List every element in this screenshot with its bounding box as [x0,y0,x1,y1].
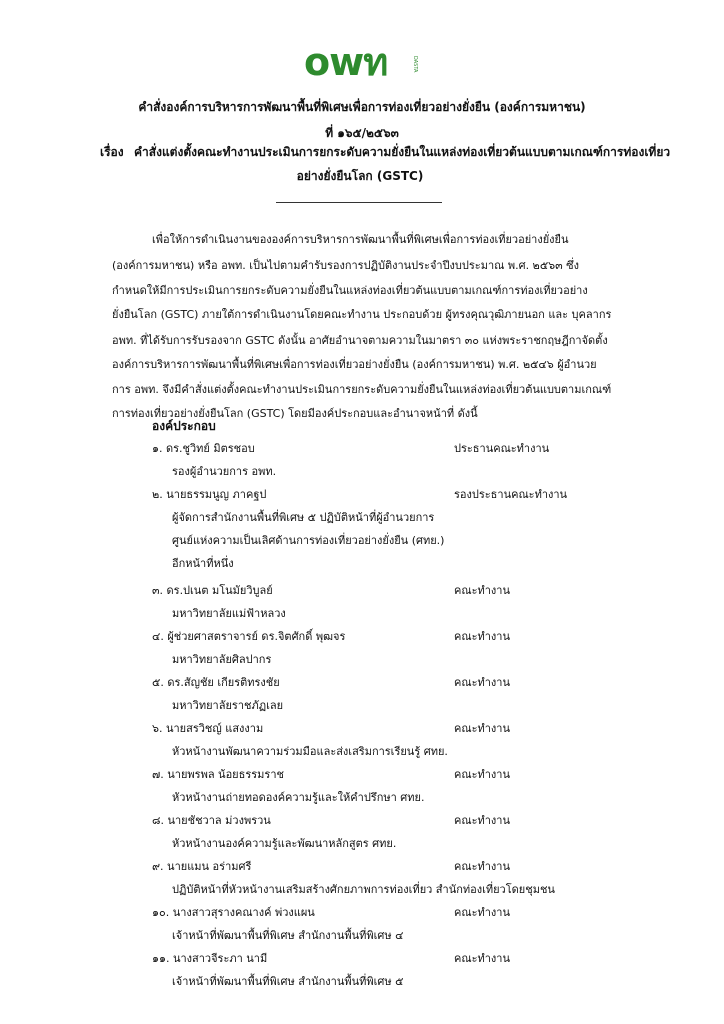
order-number: ที่ ๑๖๕/๒๕๖๓ [325,126,399,140]
section-heading: องค์ประกอบ [152,419,216,433]
member-item [152,579,672,625]
member-description: มหาวิทยาลัยศิลปากร [172,653,272,666]
member-description: ศูนย์แห่งความเป็นเลิศด้านการท่องเที่ยวอย่างยั่งยืน (ศทย.) [172,534,445,547]
member-description: มหาวิทยาลัยราชภัฏเลย [172,699,284,712]
member-name: ๙. นายแมน อร่ามศรี [152,860,252,873]
paragraph-line: การ อพท. จึงมีคำสั่งแต่งตั้งคณะทำงานประเมินการยกระดับความยั่งยืนในแหล่งท่องเที่ยวต้นแบบตามเกณฑ์ [112,383,612,396]
member-description: รองผู้อำนวยการ อพท. [172,465,277,478]
logo-small-text: DASTA [412,56,418,73]
paragraph-line: เพื่อให้การดำเนินงานขององค์การบริหารการพัฒนาพื้นที่พิเศษเพื่อการท่องเที่ยวอย่างยั่งยืน [152,233,569,246]
member-role: คณะทำงาน [454,814,510,827]
member-description: หัวหน้างานพัฒนาความร่วมมือและส่งเสริมการเรียนรู้ ศทย. [172,745,448,758]
member-item [152,809,672,855]
paragraph-line: กำหนดให้มีการประเมินการยกระดับความยั่งยืนในแหล่งท่องเที่ยวต้นแบบตามเกณฑ์การท่องเที่ยวอย่าง [112,284,588,297]
paragraph-line: ยั่งยืนโลก (GSTC) ภายใต้การดำเนินงานโดยคณะทำงาน ประกอบด้วย ผู้ทรงคุณวุฒิภายนอก และ บุคลากร [112,308,612,321]
org-title: คำสั่งองค์การบริหารการพัฒนาพื้นที่พิเศษเพื่อการท่องเที่ยวอย่างยั่งยืน (องค์การมหาชน) [138,100,586,114]
member-description: ปฏิบัติหน้าที่หัวหน้างานเสริมสร้างศักยภาพการท่องเที่ยว สำนักท่องเที่ยวโดยชุมชน [172,883,555,896]
member-item [152,717,672,763]
member-role: คณะทำงาน [454,630,510,643]
member-description: เจ้าหน้าที่พัฒนาพื้นที่พิเศษ สำนักงานพื้นที่พิเศษ ๕ [172,975,404,988]
member-name: ๓. ดร.ปเนต มโนมัยวิบูลย์ [152,584,273,597]
member-name: ๔. ผู้ช่วยศาสตราจารย์ ดร.จิตศักดิ์ พุฒจร [152,630,346,643]
logo-wordmark: owท [304,40,388,84]
member-item [152,625,672,671]
member-role: คณะทำงาน [454,676,510,689]
member-role: คณะทำงาน [454,584,510,597]
subject-line-1: คำสั่งแต่งตั้งคณะทำงานประเมินการยกระดับความยั่งยืนในแหล่งท่องเที่ยวต้นแบบตามเกณฑ์การท่องเที่ยว [134,145,671,159]
paragraph-line: การท่องเที่ยวอย่างยั่งยืนโลก (GSTC) โดยมีองค์ประกอบและอำนาจหน้าที่ ดังนี้ [112,407,478,420]
member-item [152,855,672,901]
member-role: ประธานคณะทำงาน [454,442,550,455]
member-role: คณะทำงาน [454,952,510,965]
member-description: อีกหน้าที่หนึ่ง [172,557,234,570]
member-item [152,947,672,993]
subject-line-2: อย่างยั่งยืนโลก (GSTC) [296,169,424,183]
member-name: ๑. ดร.ชูวิทย์ มิตรชอบ [152,442,255,455]
member-description: เจ้าหน้าที่พัฒนาพื้นที่พิเศษ สำนักงานพื้นที่พิเศษ ๔ [172,929,404,942]
member-item [152,437,672,483]
member-item [152,671,672,717]
member-name: ๑๐. นางสาวสุรางคณางค์ พ่วงแผน [152,906,315,919]
member-item [152,901,672,947]
subject-block [100,140,680,188]
member-role: คณะทำงาน [454,906,510,919]
member-description: หัวหน้างานถ่ายทอดองค์ความรู้และให้คำปรึกษา ศทย. [172,791,425,804]
member-name: ๗. นายพรพล น้อยธรรมราช [152,768,284,781]
member-role: รองประธานคณะทำงาน [454,488,568,501]
member-role: คณะทำงาน [454,860,510,873]
member-name: ๘. นายชัชวาล ม่วงพรวน [152,814,271,827]
member-role: คณะทำงาน [454,722,510,735]
subject-label: เรื่อง [100,145,124,159]
paragraph-line: องค์การบริหารการพัฒนาพื้นที่พิเศษเพื่อการท่องเที่ยวอย่างยั่งยืน (องค์การมหาชน) พ.ศ. ๒๕๔๖ ผู้อำนวย [112,358,597,371]
paragraph-line: อพท. ที่ได้รับการรับรองจาก GSTC ดังนั้น อาศัยอำนาจตามความในมาตรา ๓๐ แห่งพระราชกฤษฎีกาจัดตั้ง [112,334,608,347]
member-description: มหาวิทยาลัยแม่ฟ้าหลวง [172,607,286,620]
member-role: คณะทำงาน [454,768,510,781]
member-description: หัวหน้างานองค์ความรู้และพัฒนาหลักสูตร ศทย. [172,837,397,850]
dasta-logo [304,42,416,82]
member-name: ๒. นายธรรมนูญ ภาคฐป [152,488,267,501]
member-name: ๕. ดร.สัญชัย เกียรติทรงชัย [152,676,280,689]
member-item [152,483,672,575]
paragraph-line: (องค์การมหาชน) หรือ อพท. เป็นไปตามคำรับรองการปฏิบัติงานประจำปีงบประมาณ พ.ศ. ๒๕๖๓ ซึ่ง [112,259,579,272]
divider [276,202,442,203]
member-name: ๑๑. นางสาวจีระภา นามี [152,952,268,965]
member-item [152,763,672,809]
member-name: ๖. นายสรวิชญ์ แสงงาม [152,722,264,735]
member-description: ผู้จัดการสำนักงานพื้นที่พิเศษ ๕ ปฏิบัติหน้าที่ผู้อำนวยการ [172,511,435,524]
